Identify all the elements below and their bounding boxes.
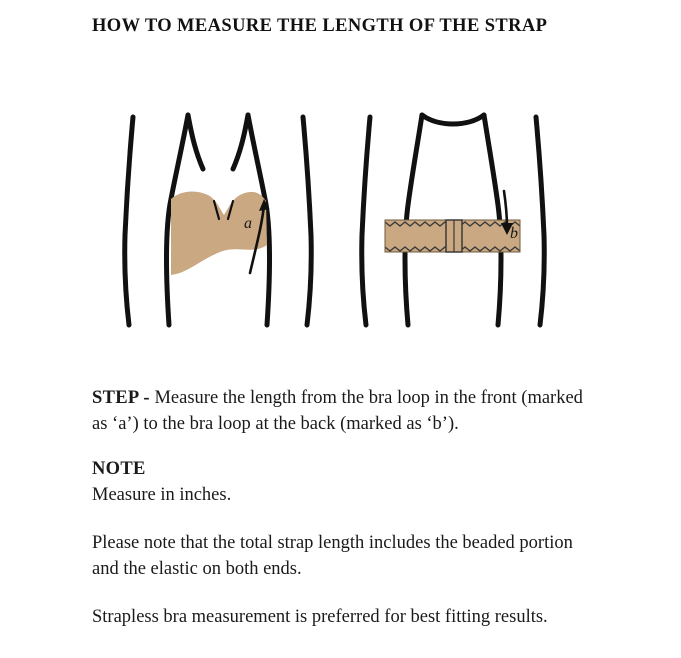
note-heading: NOTE [92, 459, 146, 479]
back-loop-label: b [510, 225, 518, 242]
beaded-portion-paragraph: Please note that the total strap length includes the beaded portion and the elastic on both ends. [92, 533, 573, 579]
step-paragraph [92, 385, 592, 437]
step-label: STEP - [92, 388, 150, 408]
page-title: HOW TO MEASURE THE LENGTH OF THE STRAP [92, 16, 548, 36]
note-text: Measure in inches. [92, 485, 232, 505]
back-view-figure [362, 115, 545, 325]
front-view-figure [125, 115, 312, 325]
bra-strap-measurement-diagram [70, 95, 610, 345]
step-text: Measure the length from the bra loop in the front (marked as ‘a’) to the bra loop at the back (marked as ‘b’). [92, 388, 583, 434]
strapless-bra-paragraph: Strapless bra measurement is preferred for best fitting results. [92, 607, 548, 627]
front-loop-label: a [244, 215, 252, 232]
instructions-block [92, 385, 592, 652]
